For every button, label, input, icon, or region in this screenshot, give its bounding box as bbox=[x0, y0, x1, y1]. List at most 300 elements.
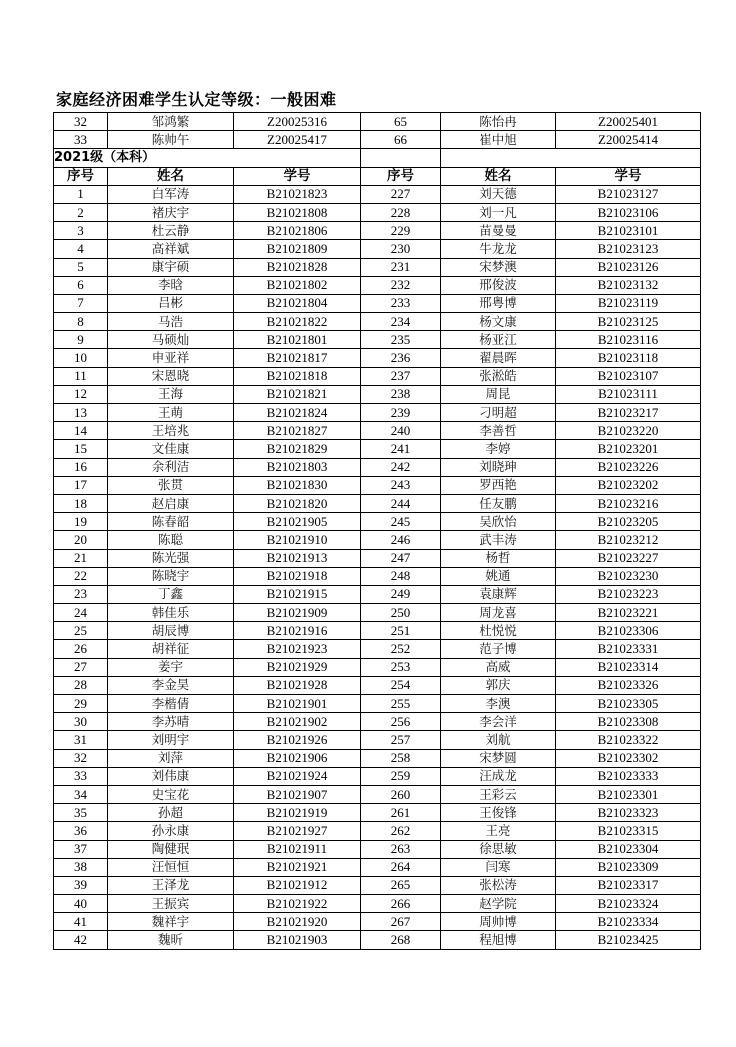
cell-student-id: B21023125 bbox=[556, 313, 701, 331]
cell-name: 汪恒恒 bbox=[108, 858, 234, 876]
cell-student-id: B21021911 bbox=[234, 840, 361, 858]
cell-name: 孙超 bbox=[108, 804, 234, 822]
cell-name: 刘晓珅 bbox=[441, 458, 556, 476]
cell-name: 史宝花 bbox=[108, 785, 234, 803]
header-cell-name: 姓名 bbox=[108, 167, 234, 185]
cell-name: 刘明宇 bbox=[108, 731, 234, 749]
cell-no: 257 bbox=[361, 731, 441, 749]
cell-no: 65 bbox=[361, 113, 441, 131]
cell-no: 4 bbox=[54, 240, 108, 258]
student-table bbox=[53, 112, 701, 950]
cell-student-id: B21021927 bbox=[234, 822, 361, 840]
table-row bbox=[54, 549, 701, 567]
cell-no: 238 bbox=[361, 385, 441, 403]
cell-student-id: B21023326 bbox=[556, 676, 701, 694]
cell-student-id: B21021915 bbox=[234, 585, 361, 603]
cell-no: 37 bbox=[54, 840, 108, 858]
cell-no: 229 bbox=[361, 222, 441, 240]
cell-no: 232 bbox=[361, 276, 441, 294]
cell-name: 韩佳乐 bbox=[108, 604, 234, 622]
cell-no: 242 bbox=[361, 458, 441, 476]
cell-no: 5 bbox=[54, 258, 108, 276]
cell-no: 237 bbox=[361, 367, 441, 385]
cell-student-id: B21023106 bbox=[556, 203, 701, 221]
cell-student-id: B21021901 bbox=[234, 695, 361, 713]
cell-no: 231 bbox=[361, 258, 441, 276]
cell-student-id: B21023314 bbox=[556, 658, 701, 676]
cell-no: 28 bbox=[54, 676, 108, 694]
cell-student-id: B21023334 bbox=[556, 913, 701, 931]
cell-name: 刘萍 bbox=[108, 749, 234, 767]
table-row bbox=[54, 385, 701, 403]
cell-student-id: B21023217 bbox=[556, 404, 701, 422]
cell-no: 33 bbox=[54, 131, 108, 149]
cell-name: 刘一凡 bbox=[441, 203, 556, 221]
cell-no: 252 bbox=[361, 640, 441, 658]
table-row bbox=[54, 858, 701, 876]
cell-name: 周龙喜 bbox=[441, 604, 556, 622]
cell-no: 34 bbox=[54, 785, 108, 803]
cell-no: 236 bbox=[361, 349, 441, 367]
cell-name: 张贯 bbox=[108, 476, 234, 494]
cell-student-id: Z20025401 bbox=[556, 113, 701, 131]
cell-name: 申亚祥 bbox=[108, 349, 234, 367]
cell-no: 228 bbox=[361, 203, 441, 221]
cell-student-id: B21021818 bbox=[234, 367, 361, 385]
cell-no: 29 bbox=[54, 695, 108, 713]
cell-name: 余利洁 bbox=[108, 458, 234, 476]
cell-student-id: B21023323 bbox=[556, 804, 701, 822]
cell-no: 230 bbox=[361, 240, 441, 258]
table-row bbox=[54, 585, 701, 603]
cell-name: 杜云静 bbox=[108, 222, 234, 240]
cell-no: 233 bbox=[361, 294, 441, 312]
cell-no: 239 bbox=[361, 404, 441, 422]
cell-no: 248 bbox=[361, 567, 441, 585]
table-row bbox=[54, 658, 701, 676]
table-row bbox=[54, 113, 701, 131]
cell-no: 267 bbox=[361, 913, 441, 931]
cell-name: 苗曼曼 bbox=[441, 222, 556, 240]
table-row bbox=[54, 440, 701, 458]
cell-no: 25 bbox=[54, 622, 108, 640]
cell-name: 邢粤博 bbox=[441, 294, 556, 312]
cell-name: 李金昊 bbox=[108, 676, 234, 694]
cell-student-id: B21023132 bbox=[556, 276, 701, 294]
cell-name: 王培兆 bbox=[108, 422, 234, 440]
cell-student-id: B21023333 bbox=[556, 767, 701, 785]
section-empty-cell bbox=[361, 149, 441, 167]
cell-name: 邢俊波 bbox=[441, 276, 556, 294]
cell-no: 3 bbox=[54, 222, 108, 240]
cell-name: 宋恩晓 bbox=[108, 367, 234, 385]
cell-name: 程旭博 bbox=[441, 931, 556, 949]
cell-student-id: B21021909 bbox=[234, 604, 361, 622]
cell-name: 马硕灿 bbox=[108, 331, 234, 349]
table-row bbox=[54, 822, 701, 840]
cell-name: 姚通 bbox=[441, 567, 556, 585]
cell-student-id: B21023223 bbox=[556, 585, 701, 603]
cell-no: 36 bbox=[54, 822, 108, 840]
cell-name: 刁明超 bbox=[441, 404, 556, 422]
cell-student-id: B21023301 bbox=[556, 785, 701, 803]
cell-name: 王亮 bbox=[441, 822, 556, 840]
cell-name: 李婷 bbox=[441, 440, 556, 458]
cell-no: 243 bbox=[361, 476, 441, 494]
cell-no: 17 bbox=[54, 476, 108, 494]
cell-name: 张松涛 bbox=[441, 876, 556, 894]
cell-name: 赵启康 bbox=[108, 494, 234, 512]
cell-student-id: B21021801 bbox=[234, 331, 361, 349]
cell-student-id: B21023202 bbox=[556, 476, 701, 494]
cell-no: 38 bbox=[54, 858, 108, 876]
cell-no: 249 bbox=[361, 585, 441, 603]
cell-no: 6 bbox=[54, 276, 108, 294]
cell-name: 王俊锋 bbox=[441, 804, 556, 822]
cell-no: 264 bbox=[361, 858, 441, 876]
cell-no: 253 bbox=[361, 658, 441, 676]
cell-student-id: B21021907 bbox=[234, 785, 361, 803]
cell-no: 227 bbox=[361, 185, 441, 203]
cell-no: 21 bbox=[54, 549, 108, 567]
table-row bbox=[54, 695, 701, 713]
table-row bbox=[54, 913, 701, 931]
cell-name: 李苏晴 bbox=[108, 713, 234, 731]
cell-student-id: B21021803 bbox=[234, 458, 361, 476]
cell-no: 12 bbox=[54, 385, 108, 403]
cell-student-id: B21021910 bbox=[234, 531, 361, 549]
cell-name: 李澳 bbox=[441, 695, 556, 713]
cell-name: 陈春韶 bbox=[108, 513, 234, 531]
cell-no: 32 bbox=[54, 749, 108, 767]
table-row bbox=[54, 749, 701, 767]
cell-name: 李会洋 bbox=[441, 713, 556, 731]
cell-student-id: B21023306 bbox=[556, 622, 701, 640]
cell-student-id: B21023212 bbox=[556, 531, 701, 549]
cell-student-id: B21023227 bbox=[556, 549, 701, 567]
cell-no: 254 bbox=[361, 676, 441, 694]
cell-name: 陈帅午 bbox=[108, 131, 234, 149]
header-cell-no: 序号 bbox=[54, 167, 108, 185]
cell-student-id: B21021903 bbox=[234, 931, 361, 949]
cell-student-id: B21021926 bbox=[234, 731, 361, 749]
cell-no: 39 bbox=[54, 876, 108, 894]
cell-student-id: B21023315 bbox=[556, 822, 701, 840]
student-table-body bbox=[54, 113, 701, 950]
cell-name: 崔中旭 bbox=[441, 131, 556, 149]
cell-no: 262 bbox=[361, 822, 441, 840]
cell-no: 255 bbox=[361, 695, 441, 713]
cell-no: 30 bbox=[54, 713, 108, 731]
cell-student-id: B21023304 bbox=[556, 840, 701, 858]
cell-student-id: B21021802 bbox=[234, 276, 361, 294]
cell-name: 周昆 bbox=[441, 385, 556, 403]
header-cell-id: 学号 bbox=[234, 167, 361, 185]
table-row bbox=[54, 349, 701, 367]
cell-student-id: B21021913 bbox=[234, 549, 361, 567]
table-row bbox=[54, 294, 701, 312]
cell-name: 姜宇 bbox=[108, 658, 234, 676]
cell-no: 27 bbox=[54, 658, 108, 676]
table-row bbox=[54, 840, 701, 858]
header-cell-id: 学号 bbox=[556, 167, 701, 185]
cell-name: 杨哲 bbox=[441, 549, 556, 567]
cell-no: 1 bbox=[54, 185, 108, 203]
cell-student-id: Z20025417 bbox=[234, 131, 361, 149]
table-row bbox=[54, 494, 701, 512]
cell-student-id: B21021929 bbox=[234, 658, 361, 676]
cell-student-id: Z20025316 bbox=[234, 113, 361, 131]
cell-student-id: B21023425 bbox=[556, 931, 701, 949]
cell-no: 42 bbox=[54, 931, 108, 949]
cell-name: 康宇硕 bbox=[108, 258, 234, 276]
table-row bbox=[54, 185, 701, 203]
table-row bbox=[54, 367, 701, 385]
cell-no: 9 bbox=[54, 331, 108, 349]
cell-student-id: B21021918 bbox=[234, 567, 361, 585]
cell-name: 吕彬 bbox=[108, 294, 234, 312]
cell-student-id: Z20025414 bbox=[556, 131, 701, 149]
cell-student-id: B21021806 bbox=[234, 222, 361, 240]
table-row bbox=[54, 258, 701, 276]
cell-student-id: B21023116 bbox=[556, 331, 701, 349]
cell-student-id: B21021906 bbox=[234, 749, 361, 767]
cell-name: 王萌 bbox=[108, 404, 234, 422]
cell-no: 18 bbox=[54, 494, 108, 512]
cell-no: 259 bbox=[361, 767, 441, 785]
cell-student-id: B21023221 bbox=[556, 604, 701, 622]
cell-no: 234 bbox=[361, 313, 441, 331]
cell-name: 陈晓宇 bbox=[108, 567, 234, 585]
cell-name: 郭庆 bbox=[441, 676, 556, 694]
table-row bbox=[54, 804, 701, 822]
cell-name: 王海 bbox=[108, 385, 234, 403]
table-row bbox=[54, 713, 701, 731]
cell-student-id: B21023126 bbox=[556, 258, 701, 276]
cell-name: 王彩云 bbox=[441, 785, 556, 803]
cell-no: 11 bbox=[54, 367, 108, 385]
section-label: 2021级（本科） bbox=[54, 149, 361, 167]
cell-student-id: B21021823 bbox=[234, 185, 361, 203]
cell-student-id: B21021828 bbox=[234, 258, 361, 276]
cell-student-id: B21023127 bbox=[556, 185, 701, 203]
cell-student-id: B21021912 bbox=[234, 876, 361, 894]
cell-name: 陶健珉 bbox=[108, 840, 234, 858]
cell-name: 张淞皓 bbox=[441, 367, 556, 385]
cell-student-id: B21021817 bbox=[234, 349, 361, 367]
cell-no: 10 bbox=[54, 349, 108, 367]
section-row bbox=[54, 149, 701, 167]
cell-student-id: B21021902 bbox=[234, 713, 361, 731]
cell-name: 丁鑫 bbox=[108, 585, 234, 603]
cell-name: 刘伟康 bbox=[108, 767, 234, 785]
table-row bbox=[54, 876, 701, 894]
table-header-row bbox=[54, 167, 701, 185]
cell-name: 陈怡冉 bbox=[441, 113, 556, 131]
cell-name: 王泽龙 bbox=[108, 876, 234, 894]
cell-student-id: B21021804 bbox=[234, 294, 361, 312]
cell-no: 32 bbox=[54, 113, 108, 131]
cell-name: 宋梦澳 bbox=[441, 258, 556, 276]
header-cell-no: 序号 bbox=[361, 167, 441, 185]
cell-name: 王振宾 bbox=[108, 895, 234, 913]
cell-name: 胡辰博 bbox=[108, 622, 234, 640]
cell-name: 魏祥宇 bbox=[108, 913, 234, 931]
cell-no: 247 bbox=[361, 549, 441, 567]
cell-student-id: B21023111 bbox=[556, 385, 701, 403]
cell-no: 261 bbox=[361, 804, 441, 822]
cell-no: 258 bbox=[361, 749, 441, 767]
cell-no: 20 bbox=[54, 531, 108, 549]
cell-name: 李楷倩 bbox=[108, 695, 234, 713]
cell-no: 263 bbox=[361, 840, 441, 858]
cell-name: 刘航 bbox=[441, 731, 556, 749]
cell-no: 245 bbox=[361, 513, 441, 531]
table-row bbox=[54, 203, 701, 221]
cell-name: 武丰涛 bbox=[441, 531, 556, 549]
cell-no: 19 bbox=[54, 513, 108, 531]
cell-student-id: B21021928 bbox=[234, 676, 361, 694]
cell-no: 7 bbox=[54, 294, 108, 312]
cell-name: 褚庆宇 bbox=[108, 203, 234, 221]
cell-no: 8 bbox=[54, 313, 108, 331]
cell-student-id: B21023201 bbox=[556, 440, 701, 458]
cell-student-id: B21023220 bbox=[556, 422, 701, 440]
cell-no: 26 bbox=[54, 640, 108, 658]
cell-student-id: B21023324 bbox=[556, 895, 701, 913]
cell-no: 235 bbox=[361, 331, 441, 349]
cell-student-id: B21021821 bbox=[234, 385, 361, 403]
table-row bbox=[54, 604, 701, 622]
table-row bbox=[54, 640, 701, 658]
table-row bbox=[54, 676, 701, 694]
cell-student-id: B21021924 bbox=[234, 767, 361, 785]
cell-no: 241 bbox=[361, 440, 441, 458]
cell-student-id: B21021830 bbox=[234, 476, 361, 494]
cell-no: 244 bbox=[361, 494, 441, 512]
cell-student-id: B21021808 bbox=[234, 203, 361, 221]
page-title: 家庭经济困难学生认定等级：一般困难 bbox=[56, 90, 337, 109]
table-row bbox=[54, 513, 701, 531]
cell-no: 251 bbox=[361, 622, 441, 640]
cell-student-id: B21023331 bbox=[556, 640, 701, 658]
cell-no: 35 bbox=[54, 804, 108, 822]
table-row bbox=[54, 767, 701, 785]
cell-name: 汪成龙 bbox=[441, 767, 556, 785]
cell-student-id: B21023230 bbox=[556, 567, 701, 585]
cell-name: 白军涛 bbox=[108, 185, 234, 203]
cell-student-id: B21023309 bbox=[556, 858, 701, 876]
section-empty-cell bbox=[441, 149, 701, 167]
cell-name: 闫寒 bbox=[441, 858, 556, 876]
cell-student-id: B21021916 bbox=[234, 622, 361, 640]
table-row bbox=[54, 276, 701, 294]
cell-name: 袁康辉 bbox=[441, 585, 556, 603]
cell-no: 23 bbox=[54, 585, 108, 603]
table-row bbox=[54, 131, 701, 149]
cell-no: 250 bbox=[361, 604, 441, 622]
cell-name: 杨文康 bbox=[441, 313, 556, 331]
table-row bbox=[54, 531, 701, 549]
table-row bbox=[54, 895, 701, 913]
cell-student-id: B21023107 bbox=[556, 367, 701, 385]
cell-no: 24 bbox=[54, 604, 108, 622]
cell-no: 31 bbox=[54, 731, 108, 749]
table-row bbox=[54, 931, 701, 949]
cell-name: 邹鸿繁 bbox=[108, 113, 234, 131]
cell-no: 66 bbox=[361, 131, 441, 149]
cell-no: 266 bbox=[361, 895, 441, 913]
cell-name: 杨亚江 bbox=[441, 331, 556, 349]
cell-student-id: B21023123 bbox=[556, 240, 701, 258]
cell-student-id: B21021920 bbox=[234, 913, 361, 931]
cell-name: 高祥斌 bbox=[108, 240, 234, 258]
cell-no: 16 bbox=[54, 458, 108, 476]
cell-student-id: B21023118 bbox=[556, 349, 701, 367]
cell-name: 高威 bbox=[441, 658, 556, 676]
cell-student-id: B21021809 bbox=[234, 240, 361, 258]
cell-no: 240 bbox=[361, 422, 441, 440]
cell-name: 杜悦悦 bbox=[441, 622, 556, 640]
cell-name: 魏昕 bbox=[108, 931, 234, 949]
cell-student-id: B21023302 bbox=[556, 749, 701, 767]
cell-student-id: B21021922 bbox=[234, 895, 361, 913]
cell-student-id: B21021921 bbox=[234, 858, 361, 876]
cell-name: 任友鹏 bbox=[441, 494, 556, 512]
cell-student-id: B21023119 bbox=[556, 294, 701, 312]
cell-name: 范子博 bbox=[441, 640, 556, 658]
cell-student-id: B21023205 bbox=[556, 513, 701, 531]
cell-name: 胡祥征 bbox=[108, 640, 234, 658]
cell-name: 牛龙龙 bbox=[441, 240, 556, 258]
cell-name: 李善哲 bbox=[441, 422, 556, 440]
cell-name: 文佳康 bbox=[108, 440, 234, 458]
table-row bbox=[54, 240, 701, 258]
table-row bbox=[54, 622, 701, 640]
cell-no: 33 bbox=[54, 767, 108, 785]
cell-student-id: B21023216 bbox=[556, 494, 701, 512]
table-row bbox=[54, 404, 701, 422]
cell-name: 赵学院 bbox=[441, 895, 556, 913]
cell-name: 刘天德 bbox=[441, 185, 556, 203]
cell-no: 246 bbox=[361, 531, 441, 549]
cell-student-id: B21021827 bbox=[234, 422, 361, 440]
cell-no: 22 bbox=[54, 567, 108, 585]
cell-student-id: B21021919 bbox=[234, 804, 361, 822]
cell-student-id: B21021824 bbox=[234, 404, 361, 422]
cell-no: 268 bbox=[361, 931, 441, 949]
table-row bbox=[54, 476, 701, 494]
cell-student-id: B21021923 bbox=[234, 640, 361, 658]
cell-name: 马浩 bbox=[108, 313, 234, 331]
table-row bbox=[54, 567, 701, 585]
header-cell-name: 姓名 bbox=[441, 167, 556, 185]
cell-student-id: B21023322 bbox=[556, 731, 701, 749]
cell-no: 40 bbox=[54, 895, 108, 913]
cell-no: 265 bbox=[361, 876, 441, 894]
cell-student-id: B21023226 bbox=[556, 458, 701, 476]
cell-student-id: B21021822 bbox=[234, 313, 361, 331]
cell-name: 宋梦圆 bbox=[441, 749, 556, 767]
cell-student-id: B21021905 bbox=[234, 513, 361, 531]
cell-no: 260 bbox=[361, 785, 441, 803]
cell-name: 徐思敏 bbox=[441, 840, 556, 858]
cell-no: 15 bbox=[54, 440, 108, 458]
cell-no: 2 bbox=[54, 203, 108, 221]
cell-name: 罗西艳 bbox=[441, 476, 556, 494]
cell-no: 13 bbox=[54, 404, 108, 422]
table-row bbox=[54, 458, 701, 476]
